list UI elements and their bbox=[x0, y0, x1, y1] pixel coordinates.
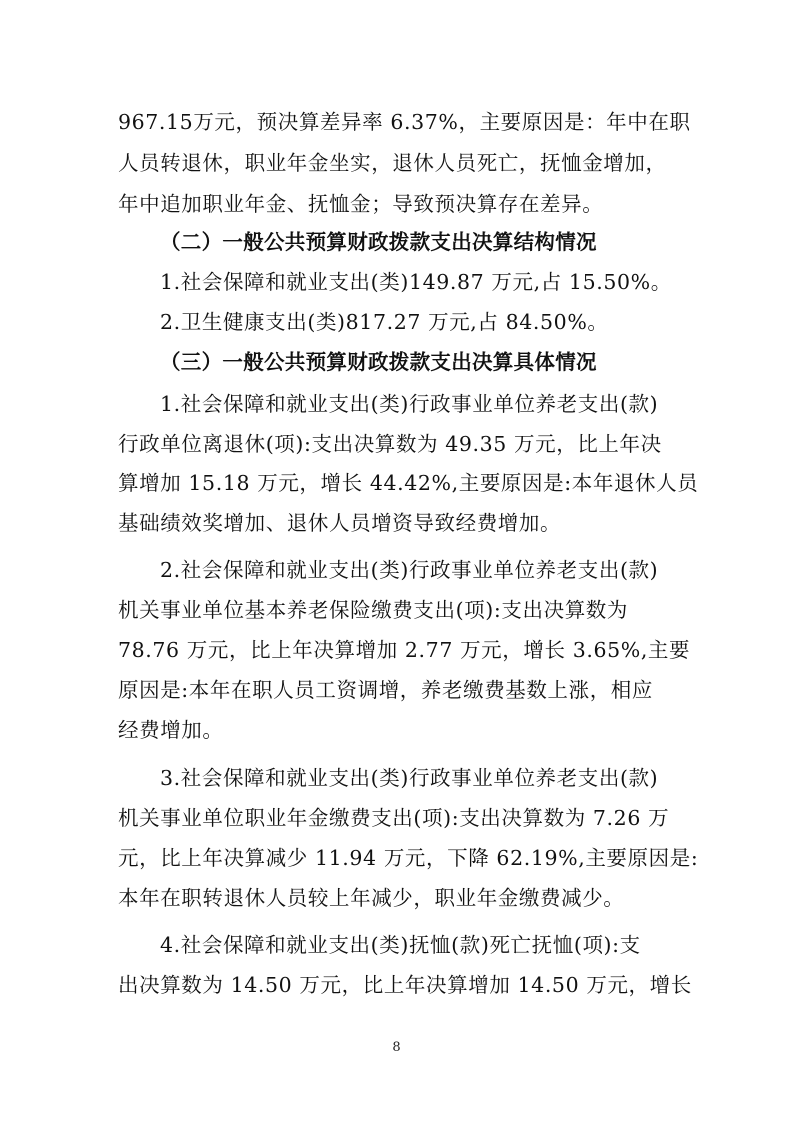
paragraph-line: 原因是:本年在职人员工资调增，养老缴费基数上涨，相应 bbox=[118, 678, 654, 702]
paragraph-line: 78.76 万元，比上年决算增加 2.77 万元，增长 3.65%,主要 bbox=[118, 638, 691, 662]
paragraph-line: 1.社会保障和就业支出(类)149.87 万元,占 15.50%。 bbox=[160, 270, 672, 294]
paragraph-line: 4.社会保障和就业支出(类)抚恤(款)死亡抚恤(项):支 bbox=[160, 933, 641, 957]
section-heading-structure: （二）一般公共预算财政拨款支出决算结构情况 bbox=[160, 230, 597, 254]
paragraph-line: 2.社会保障和就业支出(类)行政事业单位养老支出(款) bbox=[160, 558, 659, 582]
paragraph-line: 机关事业单位基本养老保险缴费支出(项):支出决算数为 bbox=[118, 598, 629, 622]
paragraph-line: 基础绩效奖增加、退休人员增资导致经费增加。 bbox=[118, 511, 562, 535]
paragraph-line: 人员转退休，职业年金坐实，退休人员死亡，抚恤金增加， bbox=[118, 151, 667, 175]
paragraph-line: 本年在职转退休人员较上年减少，职业年金缴费减少。 bbox=[118, 886, 625, 910]
paragraph-line: 1.社会保障和就业支出(类)行政事业单位养老支出(款) bbox=[160, 392, 659, 416]
paragraph-line: 元，比上年决算减少 11.94 万元，下降 62.19%,主要原因是: bbox=[118, 846, 699, 870]
paragraph-line: 行政单位离退休(项):支出决算数为 49.35 万元，比上年决 bbox=[118, 432, 662, 456]
paragraph-line: 3.社会保障和就业支出(类)行政事业单位养老支出(款) bbox=[160, 766, 659, 790]
page-number: 8 bbox=[392, 1040, 401, 1055]
paragraph-line: 年中追加职业年金、抚恤金；导致预决算存在差异。 bbox=[118, 192, 604, 216]
paragraph-line: 经费增加。 bbox=[118, 718, 224, 742]
paragraph-line: 2.卫生健康支出(类)817.27 万元,占 84.50%。 bbox=[160, 310, 609, 334]
section-heading-details: （三）一般公共预算财政拨款支出决算具体情况 bbox=[160, 350, 597, 374]
paragraph-line: 机关事业单位职业年金缴费支出(项):支出决算数为 7.26 万 bbox=[118, 806, 670, 830]
paragraph-line: 967.15万元，预决算差异率 6.37%，主要原因是：年中在职 bbox=[118, 110, 691, 134]
paragraph-line: 出决算数为 14.50 万元，比上年决算增加 14.50 万元，增长 bbox=[118, 973, 692, 997]
paragraph-line: 算增加 15.18 万元，增长 44.42%,主要原因是:本年退休人员 bbox=[118, 471, 699, 495]
